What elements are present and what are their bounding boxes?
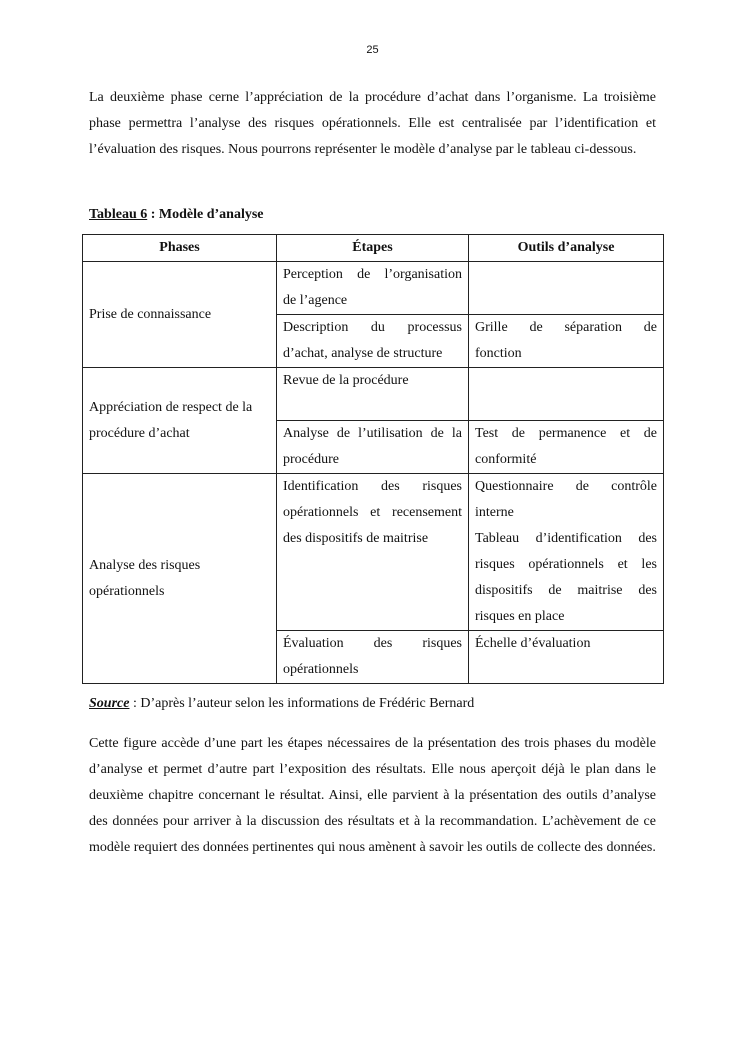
tool-line: dispositifs de maitrise des xyxy=(475,583,657,598)
phase-cell xyxy=(83,262,277,368)
step-cell xyxy=(277,474,469,631)
table-row xyxy=(83,474,664,631)
table-row xyxy=(83,262,664,315)
tool-cell-empty xyxy=(469,262,664,315)
step-cell xyxy=(277,631,469,684)
header-phases: Phases xyxy=(83,235,277,262)
tool-line: Grille de séparation de xyxy=(475,320,657,335)
phase-name-line: Appréciation de respect de la xyxy=(89,399,253,415)
tool-line: risques opérationnels et les xyxy=(475,557,657,572)
step-line: Analyse de l’utilisation de la xyxy=(283,426,462,441)
tool-line: Tableau d’identification des xyxy=(475,531,657,546)
step-line: Identification des risques xyxy=(283,479,462,494)
tool-line: Échelle d’évaluation xyxy=(475,636,591,651)
tool-cell xyxy=(469,474,664,631)
step-line: Évaluation des risques xyxy=(283,636,462,651)
table-row xyxy=(83,368,664,421)
tool-line: risques en place xyxy=(475,609,565,624)
step-line: Revue de la procédure xyxy=(283,373,409,388)
analysis-model-table xyxy=(82,234,664,684)
phase-name-line: Analyse des risques xyxy=(89,557,201,573)
table-caption xyxy=(89,205,264,225)
tool-line: Test de permanence et de xyxy=(475,426,657,441)
table-header-row xyxy=(83,235,664,262)
tool-cell xyxy=(469,631,664,684)
step-line: des dispositifs de maitrise xyxy=(283,531,429,546)
tool-line: interne xyxy=(475,505,514,520)
phase-cell xyxy=(83,368,277,474)
step-line: Description du processus xyxy=(283,320,462,335)
tool-line: Questionnaire de contrôle xyxy=(475,479,657,494)
phase-name-line: procédure d’achat xyxy=(89,425,190,441)
step-line: Perception de l’organisation xyxy=(283,267,462,282)
phase-cell xyxy=(83,474,277,684)
intro-paragraph: La deuxième phase cerne l’appréciation de la procédure d’achat dans l’organisme. La troisième phase permettra l’analyse des risques opérationnels. Elle est centralisée par l’identification et l’évaluation des risques. Nous pourrons représenter le modèle d’analyse par le tableau ci-dessous. xyxy=(89,90,656,157)
header-outils: Outils d’analyse xyxy=(469,235,664,262)
step-cell xyxy=(277,315,469,368)
tool-cell-empty xyxy=(469,368,664,421)
table-source xyxy=(89,693,474,715)
body-paragraph: Cette figure accède d’une part les étapes nécessaires de la présentation des trois phases du modèle d’analyse et permet d’autre part l’exposition des résultats. Elle nous aperçoit déjà le plan dans le deuxième chapitre concernant le résultat. Ainsi, elle parvient à la présentation des outils d’analyse des données pour arriver à la discussion des résultats et à la recommandation. L’achèvement de ce modèle requiert des données pertinentes qui nous amènent à savoir les outils de collecte des données. xyxy=(89,736,656,855)
source-text: : D’après l’auteur selon les informations de Frédéric Bernard xyxy=(129,696,475,711)
step-line: opérationnels et recensement xyxy=(283,505,462,520)
tool-cell xyxy=(469,315,664,368)
header-etapes: Étapes xyxy=(277,235,469,262)
step-line: d’achat, analyse de structure xyxy=(283,346,443,361)
step-line: procédure xyxy=(283,452,339,467)
step-line: de l’agence xyxy=(283,293,348,308)
phase-name-line: opérationnels xyxy=(89,583,165,599)
source-label: Source xyxy=(89,696,130,711)
page-number: 25 xyxy=(366,44,379,56)
step-cell xyxy=(277,262,469,315)
step-line: opérationnels xyxy=(283,662,359,677)
tool-line: conformité xyxy=(475,452,537,467)
tool-line: fonction xyxy=(475,346,522,361)
phase-name: Prise de connaissance xyxy=(89,306,212,322)
table-caption-label: Tableau 6 xyxy=(89,207,148,222)
tool-cell xyxy=(469,421,664,474)
step-cell xyxy=(277,368,469,421)
table-caption-title: : Modèle d’analyse xyxy=(147,207,264,222)
step-cell xyxy=(277,421,469,474)
